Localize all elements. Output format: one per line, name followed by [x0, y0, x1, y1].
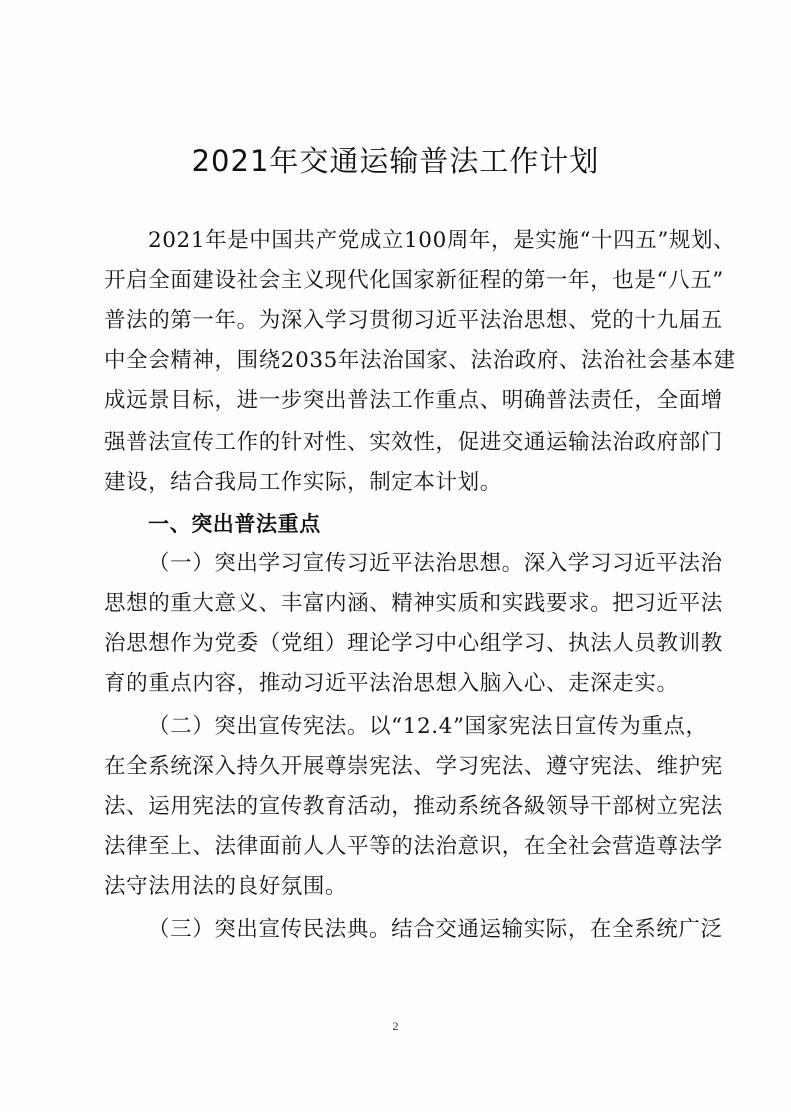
section-heading: 一、突出普法重点	[148, 512, 321, 536]
item-2-line-5: 法守法用法的良好氛围。	[104, 874, 348, 899]
item-2-line-3: 法、运用宪法的宣传教育活动，推动系统各級领导干部树立宪法	[104, 794, 723, 819]
intro-line-2: 开启全面建设社会主义现代化国家新征程的第一年，也是“八五”	[104, 268, 724, 293]
item-2-line-2: 在全系统深入持久开展尊崇宪法、学习宪法、遵守宪法、维护宪	[104, 754, 723, 779]
intro-line-6: 强普法宣传工作的针对性、实效性，促进交通运输法治政府部门	[104, 430, 723, 455]
item-2-line-4: 法律至上、法律面前人人平等的法治意识，在全社会营造尊法学	[104, 834, 723, 859]
intro-line-5: 成远景目标，进一步突出普法工作重点、明确普法责任，全面增	[104, 388, 723, 413]
intro-line-7: 建设，结合我局工作实际，制定本计划。	[104, 470, 502, 495]
item-1-line-1: （一）突出学习宣传习近平法治思想。深入学习习近平法治	[148, 551, 723, 576]
intro-line-3: 普法的第一年。为深入学习贯彻习近平法治思想、党的十九届五	[104, 308, 723, 333]
item-1-line-2: 思想的重大意义、丰富内涵、精神实质和实践要求。把习近平法	[104, 591, 723, 616]
item-3-line-1: （三）突出宣传民法典。结合交通运输实际，在全系统广泛	[148, 917, 723, 942]
document-title: 2021年交通运输普法工作计划	[191, 144, 600, 178]
item-1-line-3: 治思想作为党委（党组）理论学习中心组学习、执法人员教训教	[104, 631, 723, 656]
item-1-line-4: 育的重点内容，推动习近平法治思想入脑入心、走深走实。	[104, 671, 679, 696]
intro-line-1: 2021年是中国共产党成立100周年，是实施“十四五”规划、	[148, 228, 736, 253]
page-number: 2	[392, 1019, 399, 1033]
intro-line-4: 中全会精神，围绕2035年法治国家、法治政府、法治社会基本建	[104, 348, 736, 373]
item-2-line-1: （二）突出宣传宪法。以“12.4”国家宪法日宣传为重点，	[148, 714, 708, 739]
